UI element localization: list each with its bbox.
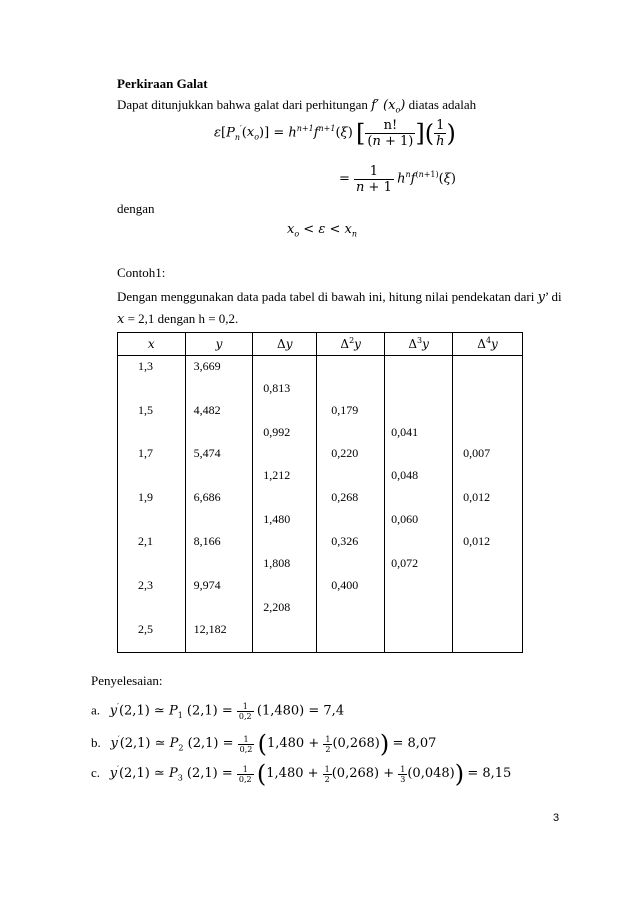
solution-a: a. y′(2,1) ≃ $P_1$ (2,1) = $\frac{1}{0,2}$ (1,480) = 7,4	[91, 702, 345, 721]
table-cell: 0,400	[331, 578, 359, 592]
col-x	[118, 356, 185, 652]
table-cell: 1,9	[138, 490, 153, 504]
table-body-row	[118, 356, 523, 653]
header-d3: $\Delta^3y$	[385, 333, 453, 356]
col-d1	[253, 356, 316, 652]
table-cell: 0,220	[331, 446, 359, 460]
contoh-text: Dengan menggunakan data pada tabel di bawah ini, hitung nilai pendekatan dari y’ di	[117, 289, 562, 305]
difference-table	[117, 332, 523, 653]
intro-formula: f′ $(x_o)$	[371, 98, 406, 115]
table-cell: 1,7	[138, 446, 153, 460]
error-formula-line1: $\varepsilon[P_n'(x_o)] = h^{n+1}f^{n+1}(\xi)$ [ $\frac{n!}{(n + 1)}$ ]( $\frac{1}{h}$ )	[214, 118, 456, 149]
table-cell: 9,974	[193, 578, 221, 592]
table-cell: 0,012	[463, 490, 491, 504]
intro-tail: diatas adalah	[408, 97, 477, 112]
section-heading: Perkiraan Galat	[117, 76, 208, 91]
header-d1: Δy	[253, 333, 317, 356]
solution-b: b. y′(2,1) ≃ $P_2$ (2,1) = $\frac{1}{0,2}$ (1,480 + $\frac{1}{2}$ (0,268)) = 8,07	[91, 730, 437, 758]
table-cell: 0,813	[263, 381, 291, 395]
table-cell: 1,3	[138, 359, 153, 373]
solution-c: c. y′(2,1) ≃ $P_3$ (2,1) = $\frac{1}{0,2}$ (1,480 + $\frac{1}{2}$ (0,268) + $\frac{1}{3}$ (0,048)) = 8,15	[91, 760, 512, 788]
table-cell: 2,208	[263, 600, 291, 614]
contoh-line2: x = 2,1 dengan h = 0,2.	[117, 311, 239, 327]
solution-heading: Penyelesaian:	[91, 673, 163, 688]
intro-text: Dapat ditunjukkan bahwa galat dari perhitungan	[117, 97, 368, 112]
table-cell: 1,480	[263, 512, 291, 526]
table-cell: 2,5	[138, 622, 153, 636]
table-cell: 0,048	[391, 468, 419, 482]
table-cell: 2,3	[138, 578, 153, 592]
header-x: x	[118, 333, 186, 356]
page-number: 3	[553, 812, 560, 824]
table-cell: 5,474	[193, 446, 221, 460]
table-cell: 6,686	[193, 490, 221, 504]
contoh-label: Contoh1:	[117, 265, 166, 280]
header-d2: $\Delta^2y$	[317, 333, 385, 356]
table-cell: 1,808	[263, 556, 291, 570]
table-cell: 0,072	[391, 556, 419, 570]
table-cell: 0,179	[331, 403, 359, 417]
table-cell: 8,166	[193, 534, 221, 548]
table-cell: 0,041	[391, 425, 419, 439]
table-cell: 4,482	[193, 403, 221, 417]
table-cell: 0,060	[391, 512, 419, 526]
table-cell: 2,1	[138, 534, 153, 548]
table-cell: 12,182	[193, 622, 227, 636]
header-d4: $\Delta^4y$	[453, 333, 523, 356]
table-cell: 1,212	[263, 468, 291, 482]
dengan-label: dengan	[117, 201, 155, 216]
table-cell: 0,326	[331, 534, 359, 548]
table-cell: 0,007	[463, 446, 491, 460]
col-d2	[317, 356, 384, 652]
header-y: y	[185, 333, 253, 356]
error-formula-line2: = $\frac{1}{n + 1}$ $h^nf^{(n+1)}(\xi)$	[339, 164, 456, 195]
table-cell: 1,5	[138, 403, 153, 417]
inequality-formula: $x_o < \varepsilon < x_n$	[287, 222, 357, 239]
table-header-row	[118, 333, 523, 356]
table-cell: 0,992	[263, 425, 291, 439]
table-cell: 0,012	[463, 534, 491, 548]
table-cell: 0,268	[331, 490, 359, 504]
col-d3	[385, 356, 452, 652]
intro-line	[117, 97, 476, 113]
table-cell: 3,669	[193, 359, 221, 373]
col-y	[186, 356, 253, 652]
col-d4	[453, 356, 522, 652]
